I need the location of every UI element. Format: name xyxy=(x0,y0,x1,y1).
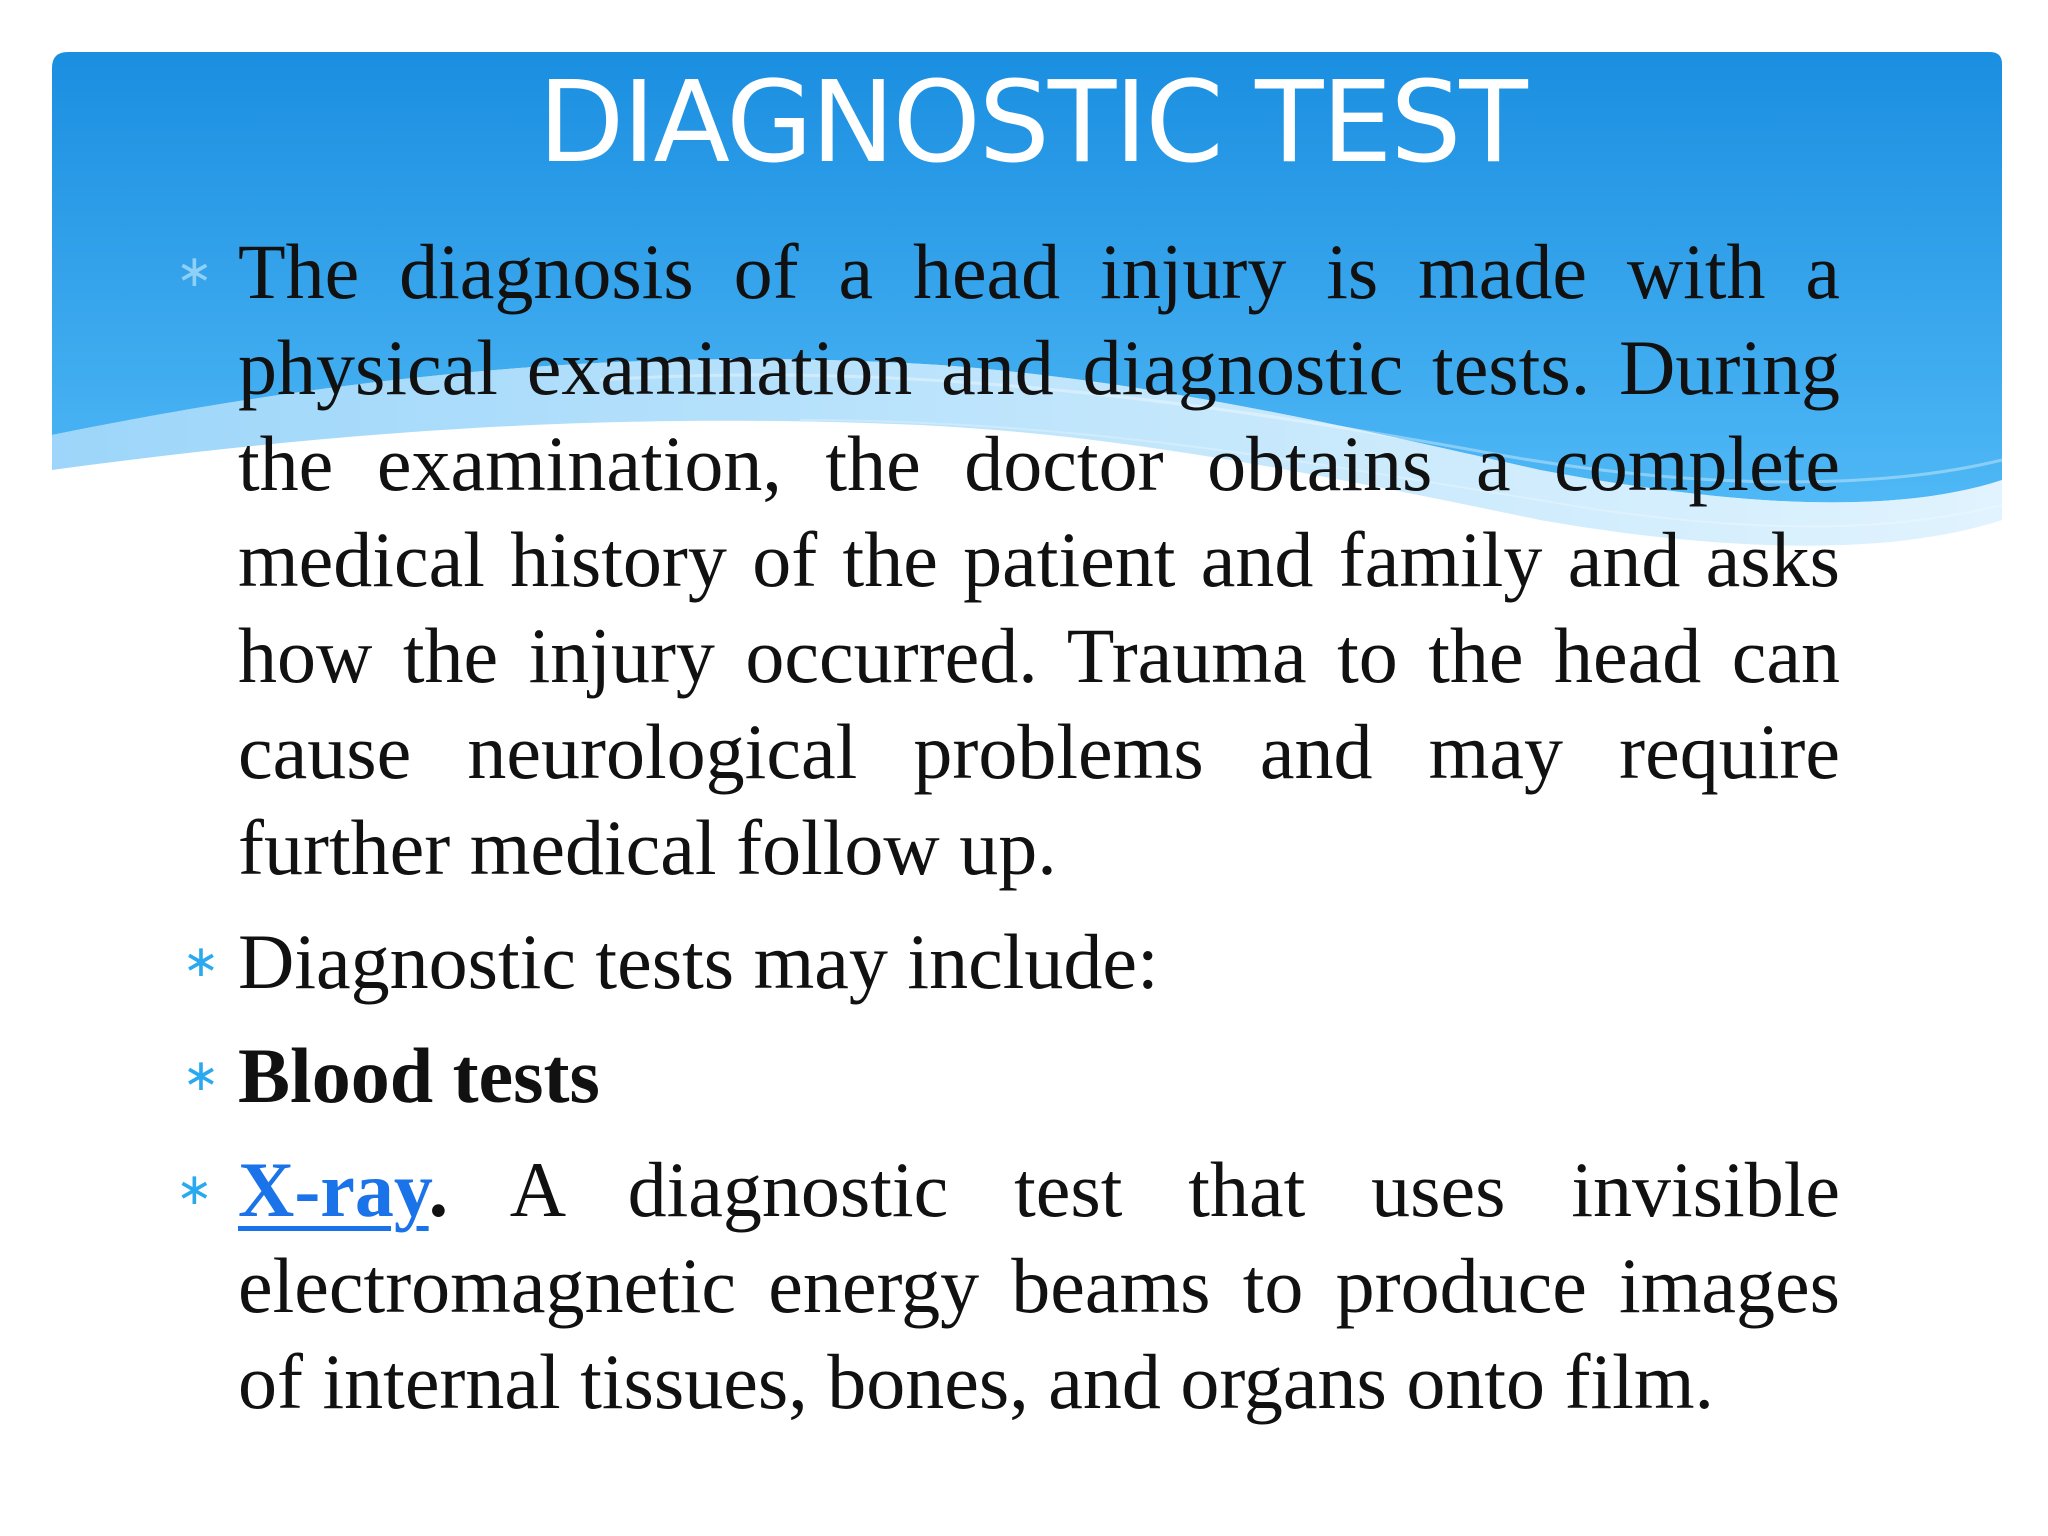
bullet-marker-icon: ∗ xyxy=(182,1050,220,1101)
link-separator: . xyxy=(428,1146,449,1233)
xray-link[interactable]: X-ray xyxy=(238,1146,429,1233)
slide-title: DIAGNOSTIC TEST xyxy=(538,58,1526,188)
bullet-text: The diagnosis of a head injury is made with a physical examination and diagnostic tests. During the examination, the doctor obtains a complete medical history of the patient and family and asks how the injury occurred. Trauma to the head can cause neurological problems and may require further medical follow up. xyxy=(238,228,1840,891)
bullet-xray xyxy=(176,1142,1840,1430)
bullet-text: Diagnostic tests may include: xyxy=(238,918,1159,1005)
bullet-tests-intro xyxy=(176,914,1840,1010)
bullet-marker-icon: ∗ xyxy=(176,1164,213,1215)
bullet-text: Blood tests xyxy=(238,1032,600,1119)
bullet-text: A diagnostic test that uses invisible electromagnetic energy beams to produce images of internal tissues, bones, and organs onto film. xyxy=(238,1146,1840,1425)
bullet-marker-icon: ∗ xyxy=(182,936,220,987)
bullet-diagnosis xyxy=(176,224,1840,896)
bullet-blood-tests xyxy=(176,1028,1840,1124)
bullet-list xyxy=(176,224,1840,1448)
bullet-marker-icon: ∗ xyxy=(176,246,213,297)
